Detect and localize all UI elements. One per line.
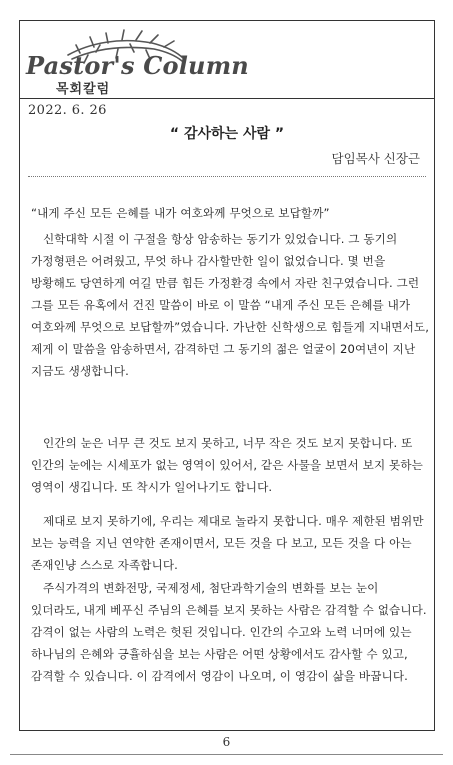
article-author: 담임목사 신장근	[331, 151, 420, 166]
page-number: 6	[222, 735, 231, 749]
paragraph-quote: “내게 주신 모든 은혜를 내가 여호와께 무엇으로 보답할까”	[31, 206, 330, 220]
paragraph-1: 신학대학 시절 이 구절을 항상 암송하는 동기가 있었습니다. 그 동기의 가정형편은 어려웠고, 무엇 하나 감사할만한 일이 없었습니다. 몇 번을 방황해도 당연하게 여길 만큼 힘든 가정환경 속에서 자란 친구였습니다. 그런 그를 모든 유혹에서 건진 말씀이 바로 이 말씀 “내게 주신 모든 은혜를 내가 여호와께 무엇으로 보답할까”였습니다. 가난한 신학생으로 힘들게 지내면서도, 제게 이 말씀을 암송하면서, 감격하던 그 동기의 젊은 얼굴이 20여년이 지난 지금도 생생합니다.	[31, 232, 429, 378]
column-header	[20, 21, 434, 99]
paragraph-2: 인간의 눈은 너무 큰 것도 보지 못하고, 너무 작은 것도 보지 못합니다. 또 인간의 눈에는 시세포가 없는 영역이 있어서, 같은 사물을 보면서 보지 못하는 영역이 생깁니다. 또 착시가 일어나기도 합니다.	[31, 436, 423, 494]
dotted-divider	[28, 176, 426, 177]
article-title: “ 감사하는 사람 ”	[169, 126, 285, 142]
column-logo-korean: 목회칼럼	[56, 82, 111, 97]
paragraph-3: 제대로 보지 못하기에, 우리는 제대로 놀라지 못합니다. 매우 제한된 범위만 보는 능력을 지닌 연약한 존재이면서, 모든 것을 다 보고, 모든 것을 다 아는 존재인냥 스스로 자족합니다.	[31, 514, 424, 572]
paragraph-4: 주식가격의 변화전망, 국제정세, 첨단과학기술의 변화를 보는 눈이 있더라도, 내게 베푸신 주님의 은혜를 보지 못하는 사람은 감격할 수 없습니다. 감격이 없는 사람의 노력은 헛된 것입니다. 인간의 수고와 노력 너머에 있는 하나님의 은혜와 긍휼하심을 보는 사람은 어떤 상황에서도 감사할 수 있고, 감격할 수 있습니다. 이 감격에서 영감이 나오며, 이 영감이 삶을 바꿉니다.	[31, 581, 427, 683]
column-frame	[19, 20, 435, 731]
article-date: 2022. 6. 26	[28, 103, 107, 118]
column-logo-english: Pastor's Column	[26, 51, 249, 80]
bottom-divider	[10, 754, 443, 755]
